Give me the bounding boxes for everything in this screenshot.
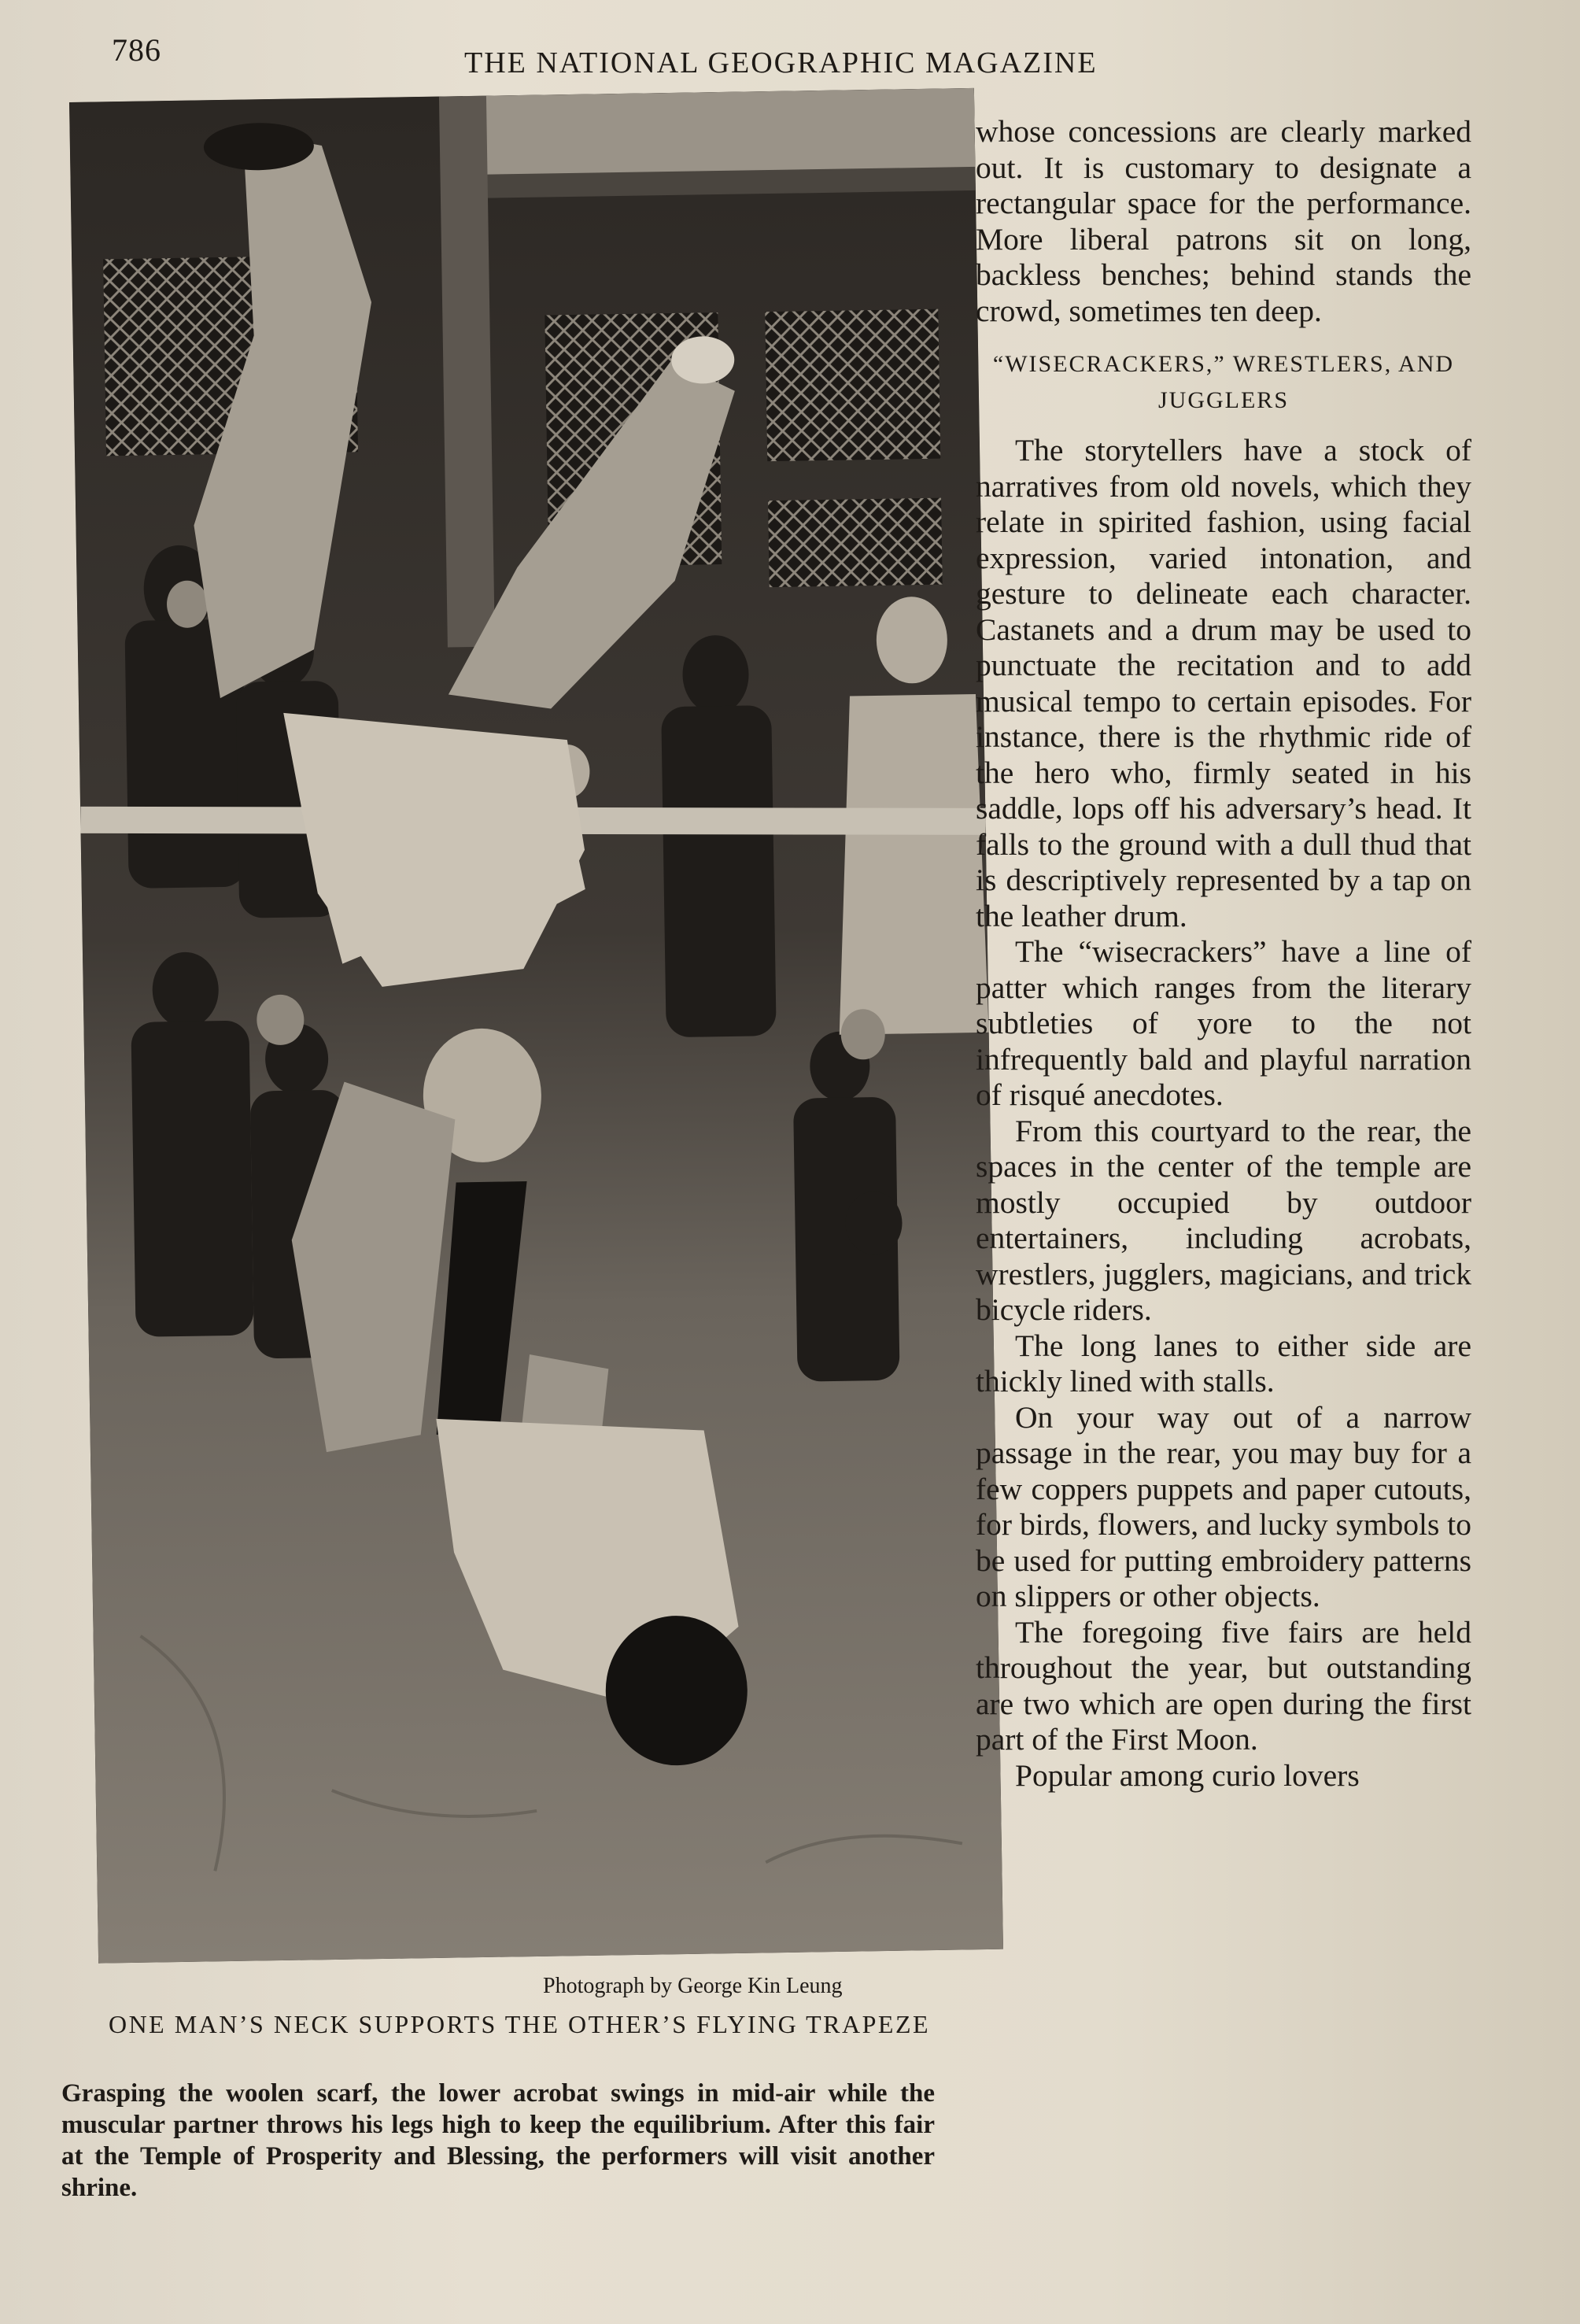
section-subhead: “WISECRACKERS,” WRESTLERS, AND JUGGLERS	[992, 351, 1455, 413]
article-paragraph: The “wisecrackers” have a line of patter which ranges from the literary subtleties of yore to the not infrequently bald and playful narration of risqué anecdotes.	[976, 934, 1471, 1112]
article-paragraph: whose concessions are clearly marked out. It is customary to designate a rectangular space for the performance. More liberal patrons sit on long, backless benches; behind stands the crowd, sometimes ten deep.	[976, 114, 1471, 328]
caption-title: ONE MAN’S NECK SUPPORTS THE OTHER’S FLYING TRAPEZE	[108, 2010, 931, 2038]
article-paragraph: The long lanes to either side are thickly lined with stalls.	[976, 1328, 1471, 1398]
article-paragraph: Popular among curio lovers	[1015, 1757, 1360, 1793]
article-paragraph: The storytellers have a stock of narratives from old novels, which they relate in spirited fashion, using facial expression, varied intonation, and gesture to delineate each character. Castanets and a drum may be used to punctuate the recitation and to add musical tempo to certain episodes. For instance, there is the rhythmic ride of the hero who, firmly seated in his saddle, lops off his adversary’s head. It falls to the ground with a dull thud that is descriptively represented by a tap on the leather drum.	[976, 433, 1471, 933]
article-paragraph: The foregoing five fairs are held throughout the year, but outstanding are two which are open during the first part of the First Moon.	[976, 1614, 1471, 1757]
running-head: THE NATIONAL GEOGRAPHIC MAGAZINE	[464, 46, 1098, 79]
article-column	[976, 114, 1471, 1794]
article-paragraph: On your way out of a narrow passage in the rear, you may buy for a few coppers puppets and paper cutouts, for birds, flowers, and lucky symbols to be used for putting embroidery patterns on slippers or other objects.	[976, 1399, 1471, 1613]
page-number: 786	[112, 32, 161, 68]
photo-credit: Photograph by George Kin Leung	[543, 1974, 843, 1998]
acrobat-photograph	[69, 88, 1003, 1964]
caption-body: Grasping the woolen scarf, the lower acrobat swings in mid-air while the muscular partner throws his legs high to keep the equilibrium. After this fair at the Temple of Prosperity and Blessing, the performers will visit another shrine.	[61, 2079, 935, 2202]
article-paragraph: From this courtyard to the rear, the spaces in the center of the temple are mostly occupied by outdoor entertainers, including acrobats, wrestlers, jugglers, magicians, and trick bicycle riders.	[976, 1113, 1471, 1327]
